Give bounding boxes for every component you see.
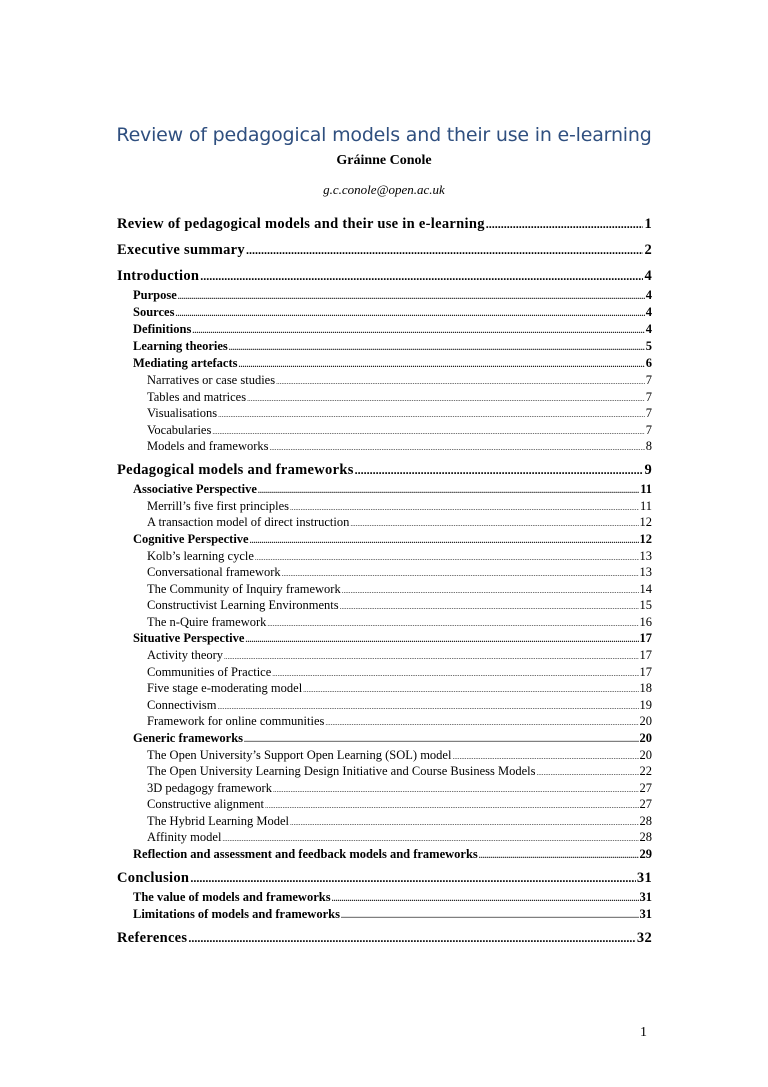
- toc-entry[interactable]: [117, 482, 652, 499]
- toc-leader-dots: [192, 322, 644, 337]
- toc-entry-label: Merrill’s five first principles: [147, 498, 289, 513]
- toc-entry[interactable]: [117, 797, 652, 814]
- toc-leader-dots: [341, 907, 639, 922]
- toc-entry[interactable]: [117, 439, 652, 456]
- toc-entry[interactable]: [117, 930, 652, 950]
- toc-leader-dots: [342, 582, 639, 597]
- toc-entry[interactable]: [117, 781, 652, 798]
- toc-leader-dots: [255, 549, 639, 564]
- toc-entry[interactable]: [117, 288, 652, 305]
- toc-entry-page: 4: [645, 322, 652, 336]
- toc-leader-dots: [452, 748, 638, 763]
- toc-entry-page: 4: [644, 268, 652, 284]
- toc-entry[interactable]: [117, 870, 652, 890]
- toc-entry-page: 7: [645, 406, 652, 420]
- toc-entry[interactable]: [117, 890, 652, 907]
- toc-entry-page: 20: [639, 747, 652, 762]
- toc-entry-label: A transaction model of direct instruction: [147, 515, 350, 529]
- toc-leader-dots: [244, 731, 638, 746]
- toc-entry-label: Five stage e-moderating model: [147, 681, 303, 695]
- toc-entry[interactable]: [117, 830, 652, 847]
- toc-leader-dots: [188, 930, 636, 947]
- toc-entry[interactable]: [117, 648, 652, 665]
- toc-entry[interactable]: [117, 681, 652, 698]
- toc-entry-page: 17: [639, 664, 652, 679]
- toc-entry-label: The Community of Inquiry framework: [147, 581, 341, 596]
- toc-entry-label: Visualisations: [147, 406, 218, 420]
- toc-leader-dots: [246, 242, 644, 259]
- toc-leader-dots: [178, 288, 645, 303]
- toc-entry-page: 12: [639, 531, 652, 546]
- toc-entry[interactable]: [117, 549, 652, 566]
- toc-entry-page: 11: [640, 481, 652, 496]
- toc-entry[interactable]: [117, 665, 652, 682]
- toc-entry-page: 11: [639, 498, 652, 513]
- toc-entry-page: 20: [639, 714, 652, 728]
- toc-entry-page: 2: [644, 242, 652, 258]
- toc-entry[interactable]: [117, 748, 652, 765]
- toc-entry[interactable]: [117, 714, 652, 731]
- toc-entry-page: 27: [639, 797, 652, 811]
- toc-entry[interactable]: [117, 462, 652, 482]
- toc-entry-label: Reflection and assessment and feedback models and frameworks: [133, 846, 478, 861]
- toc-entry-page: 19: [639, 697, 652, 712]
- toc-entry-label: Associative Perspective: [133, 481, 257, 496]
- toc-entry-page: 13: [639, 548, 652, 563]
- toc-entry[interactable]: [117, 515, 652, 532]
- toc-leader-dots: [247, 390, 645, 405]
- toc-leader-dots: [190, 870, 636, 887]
- toc-entry-label: The Open University Learning Design Initiative and Course Business Models: [147, 764, 536, 778]
- toc-entry[interactable]: [117, 907, 652, 924]
- toc-entry-label: The Hybrid Learning Model: [147, 813, 289, 828]
- toc-leader-dots: [486, 216, 644, 233]
- toc-entry-label: The Open University’s Support Open Learning (SOL) model: [147, 747, 452, 762]
- toc-entry-page: 13: [639, 565, 652, 579]
- toc-entry-page: 17: [639, 631, 652, 645]
- toc-entry[interactable]: [117, 356, 652, 373]
- toc-entry-page: 14: [639, 581, 652, 596]
- toc-leader-dots: [479, 847, 639, 862]
- toc-entry-page: 12: [639, 515, 652, 529]
- toc-leader-dots: [245, 631, 638, 646]
- toc-entry-label: The value of models and frameworks: [133, 889, 331, 904]
- toc-leader-dots: [229, 339, 645, 354]
- page-number: 1: [640, 1025, 647, 1040]
- toc-leader-dots: [212, 423, 644, 438]
- toc-entry-page: 29: [639, 846, 652, 861]
- toc-leader-dots: [258, 482, 639, 497]
- toc-leader-dots: [267, 615, 638, 630]
- toc-entry[interactable]: [117, 322, 652, 339]
- toc-entry-label: Mediating artefacts: [133, 356, 238, 370]
- toc-entry[interactable]: [117, 390, 652, 407]
- toc-leader-dots: [332, 890, 639, 905]
- toc-leader-dots: [276, 373, 645, 388]
- toc-leader-dots: [355, 462, 644, 479]
- toc-entry-label: Kolb’s learning cycle: [147, 548, 254, 563]
- toc-leader-dots: [217, 698, 638, 713]
- toc-entry[interactable]: [117, 268, 652, 288]
- toc-entry-label: Tables and matrices: [147, 389, 247, 404]
- toc-entry-page: 31: [636, 869, 652, 886]
- toc-entry[interactable]: [117, 216, 652, 236]
- toc-entry-label: Constructive alignment: [147, 797, 264, 811]
- toc-entry-label: Conversational framework: [147, 565, 281, 579]
- toc-entry[interactable]: [117, 764, 652, 781]
- toc-entry-label: Constructivist Learning Environments: [147, 598, 339, 612]
- toc-leader-dots: [340, 598, 639, 613]
- toc-leader-dots: [290, 814, 639, 829]
- toc-leader-dots: [536, 764, 638, 779]
- toc-entry-label: Cognitive Perspective: [133, 531, 249, 546]
- toc-entry-page: 20: [639, 730, 652, 745]
- toc-entry-page: 5: [645, 339, 652, 353]
- toc-entry-label: The n-Quire framework: [147, 614, 267, 629]
- toc-leader-dots: [282, 565, 639, 580]
- toc-leader-dots: [222, 830, 638, 845]
- toc-entry-page: 27: [639, 780, 652, 795]
- toc-entry[interactable]: [117, 631, 652, 648]
- table-of-contents: [117, 210, 652, 950]
- toc-entry-label: Sources: [133, 305, 175, 319]
- toc-entry-page: 4: [645, 288, 652, 302]
- toc-entry[interactable]: [117, 423, 652, 440]
- toc-entry-page: 15: [639, 598, 652, 612]
- toc-entry-label: Affinity model: [147, 830, 222, 844]
- toc-leader-dots: [350, 515, 638, 530]
- toc-leader-dots: [175, 305, 644, 320]
- toc-entry-page: 17: [639, 648, 652, 662]
- toc-entry[interactable]: [117, 615, 652, 632]
- toc-entry-page: 16: [639, 614, 652, 629]
- toc-leader-dots: [325, 714, 638, 729]
- toc-entry-label: Models and frameworks: [147, 439, 269, 453]
- toc-entry-label: Limitations of models and frameworks: [133, 906, 340, 921]
- toc-entry-page: 7: [645, 422, 652, 437]
- toc-entry[interactable]: [117, 731, 652, 748]
- toc-entry-label: Narratives or case studies: [147, 373, 276, 387]
- toc-entry[interactable]: [117, 305, 652, 322]
- toc-entry-label: Situative Perspective: [133, 631, 245, 645]
- toc-leader-dots: [250, 532, 639, 547]
- toc-leader-dots: [200, 268, 643, 285]
- toc-entry-label: Pedagogical models and frameworks: [117, 461, 354, 478]
- toc-entry[interactable]: [117, 582, 652, 599]
- toc-entry-page: 1: [644, 216, 652, 232]
- toc-entry[interactable]: [117, 847, 652, 864]
- toc-entry-page: 32: [636, 929, 652, 946]
- toc-entry-page: 28: [639, 830, 652, 844]
- toc-leader-dots: [265, 797, 639, 812]
- toc-leader-dots: [238, 356, 644, 371]
- toc-entry-page: 7: [645, 389, 652, 404]
- toc-entry-label: Communities of Practice: [147, 664, 272, 679]
- toc-entry-page: 9: [644, 461, 652, 478]
- author-name: Gráinne Conole: [336, 153, 432, 168]
- toc-entry-page: 22: [639, 764, 652, 778]
- toc-entry-label: Conclusion: [117, 869, 190, 886]
- toc-entry-page: 31: [639, 889, 652, 904]
- toc-entry-label: Vocabularies: [147, 422, 212, 437]
- toc-entry-label: Generic frameworks: [133, 730, 244, 745]
- toc-leader-dots: [270, 439, 645, 454]
- toc-entry-page: 18: [639, 681, 652, 695]
- toc-entry-page: 6: [645, 356, 652, 370]
- toc-leader-dots: [224, 648, 638, 663]
- toc-entry-label: Activity theory: [147, 648, 224, 662]
- toc-entry-label: Framework for online communities: [147, 714, 325, 728]
- toc-leader-dots: [218, 406, 645, 421]
- toc-entry-label: Learning theories: [133, 339, 228, 353]
- toc-entry[interactable]: [117, 373, 652, 390]
- toc-entry-label: 3D pedagogy framework: [147, 780, 272, 795]
- toc-entry-page: 31: [639, 906, 652, 921]
- toc-entry-page: 8: [645, 439, 652, 453]
- toc-entry[interactable]: [117, 406, 652, 423]
- toc-leader-dots: [303, 681, 638, 696]
- toc-entry[interactable]: [117, 339, 652, 356]
- toc-entry[interactable]: [117, 565, 652, 582]
- toc-entry[interactable]: [117, 698, 652, 715]
- toc-entry[interactable]: [117, 532, 652, 549]
- toc-entry[interactable]: [117, 598, 652, 615]
- author-email: g.c.conole@open.ac.uk: [323, 182, 445, 197]
- toc-entry-label: Introduction: [117, 268, 200, 284]
- toc-entry-page: 7: [645, 373, 652, 387]
- toc-entry-label: Connectivism: [147, 697, 217, 712]
- toc-entry-label: Executive summary: [117, 242, 245, 258]
- toc-leader-dots: [272, 665, 638, 680]
- toc-entry[interactable]: [117, 499, 652, 516]
- toc-leader-dots: [273, 781, 639, 796]
- toc-entry-page: 4: [645, 305, 652, 319]
- toc-entry-label: Purpose: [133, 288, 177, 302]
- toc-entry[interactable]: [117, 242, 652, 262]
- toc-entry-page: 28: [639, 813, 652, 828]
- document-title: Review of pedagogical models and their use in e-learning: [116, 124, 652, 146]
- toc-entry-label: Definitions: [133, 322, 192, 336]
- toc-entry-label: Review of pedagogical models and their use in e-learning: [117, 216, 485, 232]
- toc-entry-label: References: [117, 929, 188, 946]
- toc-entry[interactable]: [117, 814, 652, 831]
- toc-leader-dots: [290, 499, 639, 514]
